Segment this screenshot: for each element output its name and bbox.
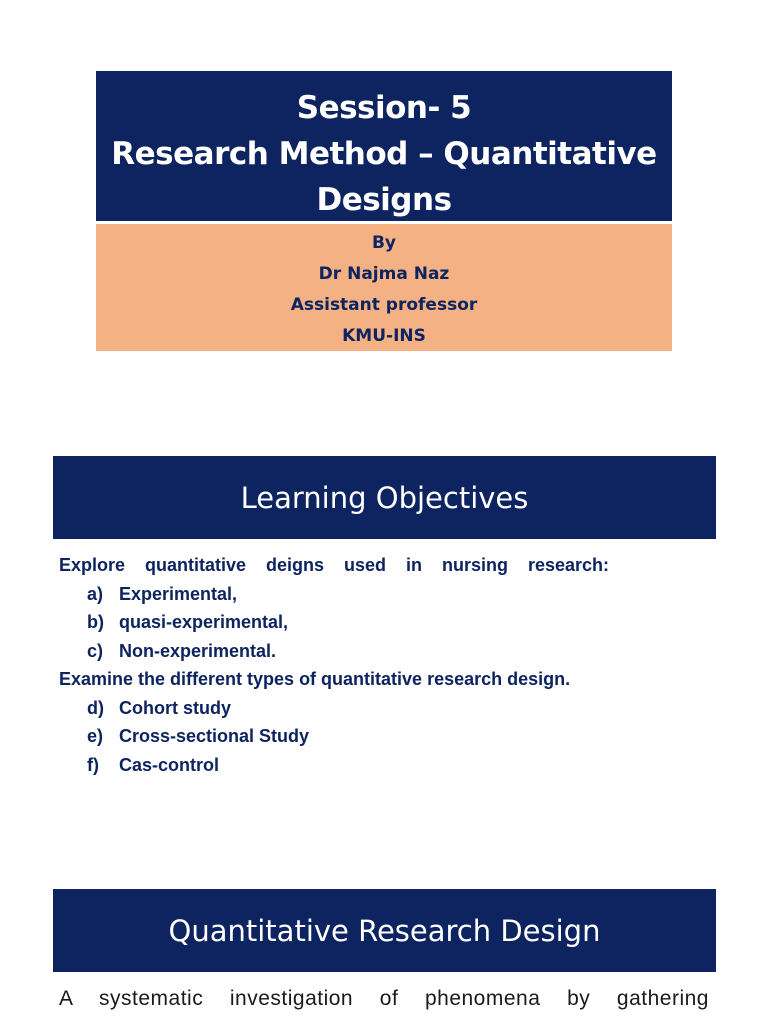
list-item-text: Cohort study <box>119 697 231 718</box>
list-marker: c) <box>87 640 104 661</box>
list-item-text: Cas-control <box>119 754 220 775</box>
list-item <box>59 608 709 637</box>
session-title-line-2: Research Method – Quantitative <box>111 136 657 172</box>
list-item <box>59 694 709 723</box>
author-by: By <box>371 233 397 253</box>
list-marker: d) <box>87 697 104 718</box>
quantitative-research-design-heading: Quantitative Research Design <box>53 889 716 972</box>
list-item <box>59 580 709 609</box>
list-item-text: Non-experimental. <box>119 640 277 661</box>
list-marker: e) <box>87 726 104 746</box>
qrd-definition-text: A systematic investigation of phenomena by gathering <box>59 987 709 1010</box>
list-marker: a) <box>87 583 104 604</box>
author-position: Assistant professor <box>290 295 478 315</box>
session-title-line-1: Session- 5 <box>296 90 472 126</box>
objectives-list <box>59 551 709 779</box>
list-item-text: Cross-sectional Study <box>119 726 310 746</box>
learning-objectives-heading: Learning Objectives <box>53 456 716 539</box>
session-title-box <box>96 71 672 221</box>
list-marker: b) <box>87 612 104 632</box>
list-marker: f) <box>87 754 99 775</box>
list-item <box>59 722 709 751</box>
objectives-intro-explore: Explore quantitative deigns used in nursing research: <box>59 555 609 575</box>
author-name: Dr Najma Naz <box>318 264 450 284</box>
list-item-text: quasi-experimental, <box>119 612 289 632</box>
list-item <box>59 751 709 780</box>
session-title-line-3: Designs <box>316 182 452 218</box>
list-item-text: Experimental, <box>119 583 238 604</box>
list-item <box>59 637 709 666</box>
author-box <box>96 224 672 351</box>
objectives-intro-examine: Examine the different types of quantitative research design. <box>59 669 571 689</box>
author-institution: KMU-INS <box>342 326 426 346</box>
